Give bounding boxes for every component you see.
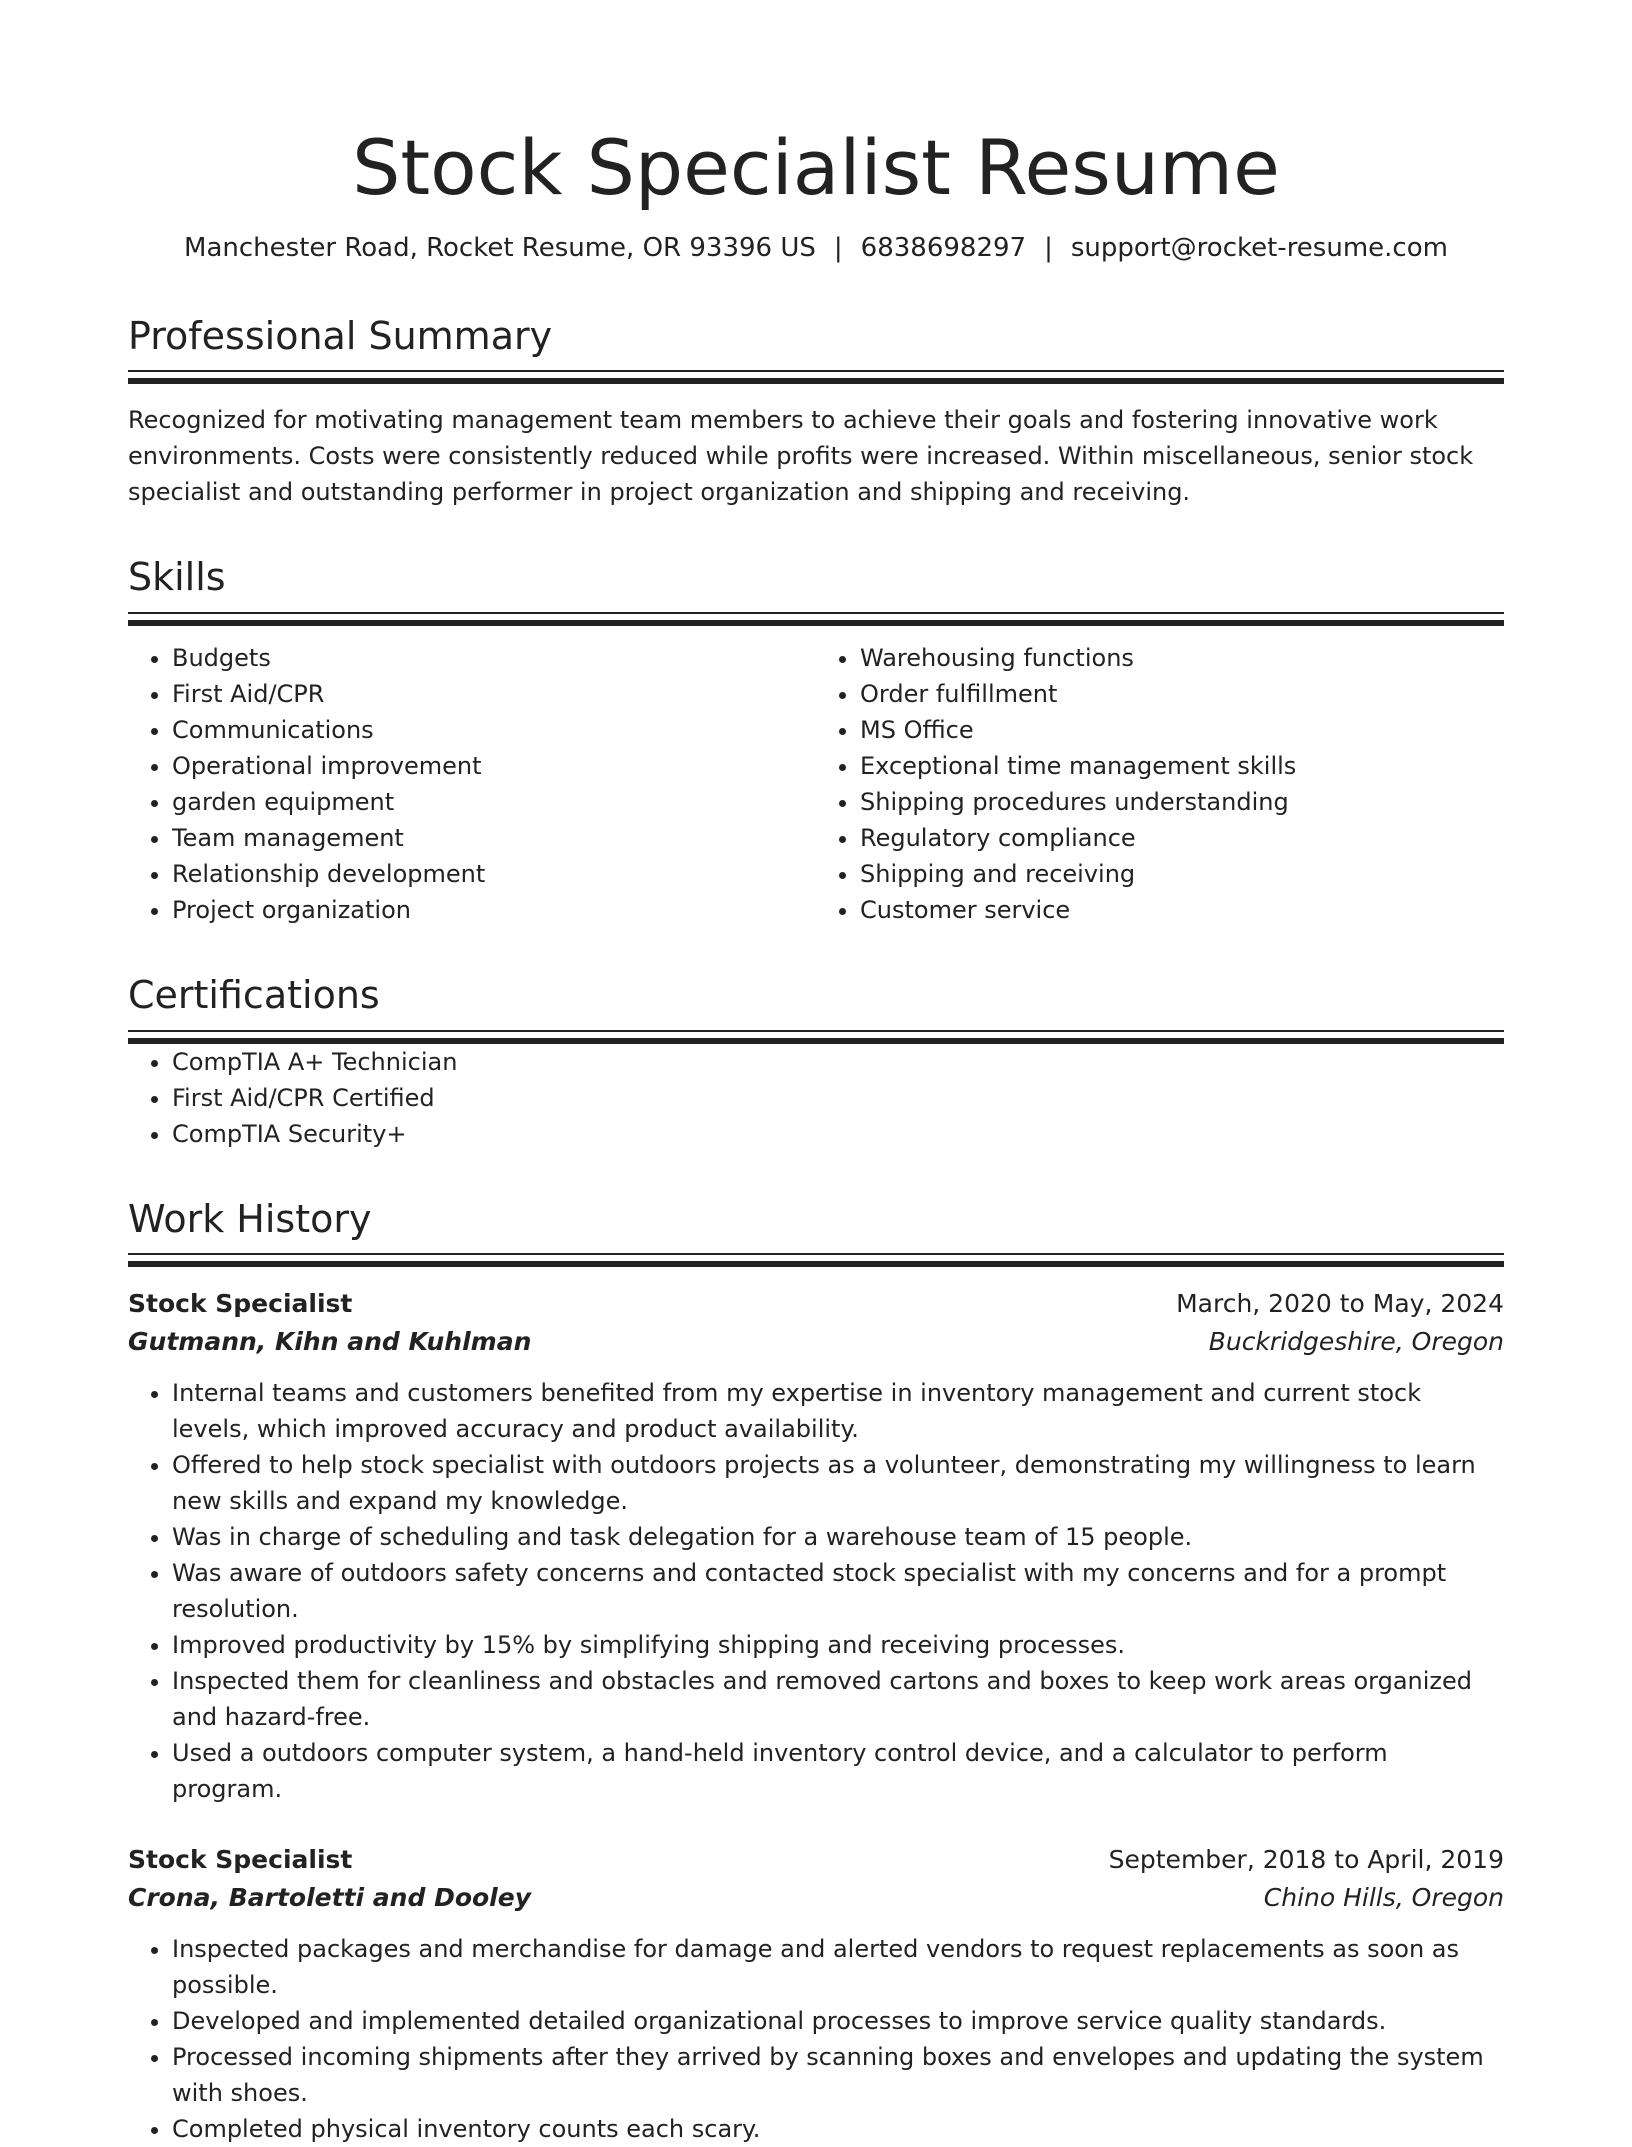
skill-item: • First Aid/CPR bbox=[172, 676, 816, 712]
job-location: Chino Hills, Oregon bbox=[1263, 1883, 1504, 1913]
certifications-list bbox=[128, 1044, 1504, 1152]
skill-item: • Operational improvement bbox=[172, 748, 816, 784]
skill-item: • Shipping and receiving bbox=[860, 856, 1504, 892]
section-divider bbox=[128, 612, 1504, 626]
skill-item: • garden equipment bbox=[172, 784, 816, 820]
job-header-row bbox=[128, 1841, 1504, 1879]
summary-section bbox=[128, 315, 1504, 511]
job-location: Buckridgeshire, Oregon bbox=[1208, 1327, 1504, 1357]
job-duty-item: • Developed and implemented detailed organizational processes to improve service quality standards. bbox=[172, 2003, 1504, 2039]
skills-column-right bbox=[816, 640, 1504, 928]
job-duty-item: • Processed incoming shipments after they arrived by scanning boxes and envelopes and updating the system with shoes. bbox=[172, 2039, 1504, 2111]
job-duty-item: • Completed physical inventory counts each scary. bbox=[172, 2111, 1504, 2147]
work-history-section bbox=[128, 1198, 1504, 2147]
contact-line bbox=[128, 232, 1504, 265]
skill-item: • Warehousing functions bbox=[860, 640, 1504, 676]
skill-item: • Team management bbox=[172, 820, 816, 856]
contact-address: Manchester Road, Rocket Resume, OR 93396 US bbox=[184, 233, 816, 263]
contact-separator: | bbox=[833, 233, 843, 263]
job-duties-list bbox=[128, 1931, 1504, 2147]
skills-section bbox=[128, 556, 1504, 928]
job-duty-item: • Used a outdoors computer system, a hand-held inventory control device, and a calculator to perform program. bbox=[172, 1735, 1504, 1807]
job-dates: September, 2018 to April, 2019 bbox=[1108, 1845, 1504, 1875]
certification-item: • CompTIA Security+ bbox=[172, 1116, 1504, 1152]
job-company: Gutmann, Kihn and Kuhlman bbox=[128, 1327, 532, 1357]
job-title: Stock Specialist bbox=[128, 1845, 353, 1875]
skill-item: • Communications bbox=[172, 712, 816, 748]
job-duty-item: • Inspected them for cleanliness and obstacles and removed cartons and boxes to keep work areas organized and hazard-free. bbox=[172, 1663, 1504, 1735]
job-duty-item: • Offered to help stock specialist with outdoors projects as a volunteer, demonstrating my willingness to learn new skills and expand my knowledge. bbox=[172, 1447, 1504, 1519]
skills-heading: Skills bbox=[128, 555, 226, 600]
job-employer-row bbox=[128, 1879, 1504, 1917]
skills-list-left bbox=[128, 640, 816, 928]
contact-separator: | bbox=[1044, 233, 1053, 263]
job-company: Crona, Bartoletti and Dooley bbox=[128, 1883, 531, 1913]
section-divider bbox=[128, 1253, 1504, 1267]
skill-item: • Shipping procedures understanding bbox=[860, 784, 1504, 820]
job-duties-list bbox=[128, 1375, 1504, 1807]
job-duty-item: • Was in charge of scheduling and task delegation for a warehouse team of 15 people. bbox=[172, 1519, 1504, 1555]
job-duty-item: • Internal teams and customers benefited from my expertise in inventory management and current stock levels, which improved accuracy and product availability. bbox=[172, 1375, 1504, 1447]
contact-email: support@rocket-resume.com bbox=[1070, 233, 1448, 263]
skills-grid bbox=[128, 640, 1504, 928]
skill-item: • Exceptional time management skills bbox=[860, 748, 1504, 784]
certifications-section bbox=[128, 974, 1504, 1152]
job-dates: March, 2020 to May, 2024 bbox=[1176, 1289, 1504, 1319]
section-divider bbox=[128, 1030, 1504, 1044]
certifications-heading: Certifications bbox=[128, 972, 380, 1017]
job-employer-row bbox=[128, 1323, 1504, 1361]
skills-column-left bbox=[128, 640, 816, 928]
skill-item: • Customer service bbox=[860, 892, 1504, 928]
job-duty-item: • Improved productivity by 15% by simplifying shipping and receiving processes. bbox=[172, 1627, 1504, 1663]
skill-item: • Project organization bbox=[172, 892, 816, 928]
skills-list-right bbox=[816, 640, 1504, 928]
section-divider bbox=[128, 370, 1504, 384]
job-duty-item: • Inspected packages and merchandise for damage and alerted vendors to request replacements as soon as possible. bbox=[172, 1931, 1504, 2003]
summary-heading: Professional Summary bbox=[128, 313, 553, 358]
job-title: Stock Specialist bbox=[128, 1289, 353, 1319]
certification-item: • First Aid/CPR Certified bbox=[172, 1080, 1504, 1116]
skill-item: • Budgets bbox=[172, 640, 816, 676]
summary-text: Recognized for motivating management team members to achieve their goals and fostering innovative work environments. Costs were consistently reduced while profits were increased. Within miscellaneous, senior stock specialist and outstanding performer in project organization and shipping and receiving. bbox=[128, 406, 1474, 507]
contact-phone: 6838698297 bbox=[860, 233, 1027, 263]
page-title: Stock Specialist Resume bbox=[352, 123, 1280, 212]
job-duty-item: • Was aware of outdoors safety concerns and contacted stock specialist with my concerns and for a prompt resolution. bbox=[172, 1555, 1504, 1627]
skill-item: • MS Office bbox=[860, 712, 1504, 748]
job-header-row bbox=[128, 1285, 1504, 1323]
certification-item: • CompTIA A+ Technician bbox=[172, 1044, 1504, 1080]
skill-item: • Regulatory compliance bbox=[860, 820, 1504, 856]
job-entry bbox=[128, 1841, 1504, 2147]
skill-item: • Relationship development bbox=[172, 856, 816, 892]
skill-item: • Order fulfillment bbox=[860, 676, 1504, 712]
work-history-heading: Work History bbox=[128, 1196, 372, 1241]
job-entry bbox=[128, 1285, 1504, 1807]
